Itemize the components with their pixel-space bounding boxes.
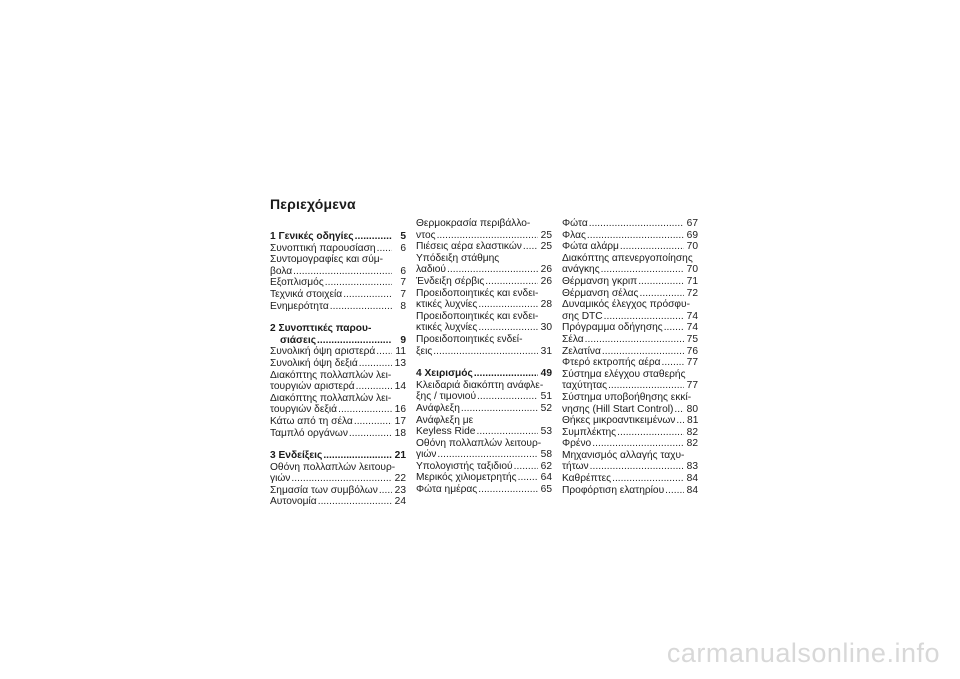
toc-entry-title: γιών (270, 473, 291, 485)
dot-leader (477, 391, 538, 403)
toc-entry[interactable] (270, 289, 406, 301)
dot-leader (325, 277, 392, 289)
toc-page-number: 30 (540, 322, 552, 334)
dot-leader (604, 311, 684, 323)
toc-page-number: 49 (540, 368, 552, 380)
toc-entry-title: Προειδοποιητικές ενδεί- (416, 333, 523, 345)
toc-page-number: 23 (394, 484, 406, 496)
toc-page-number: 74 (686, 310, 698, 322)
toc-page-number: 74 (686, 322, 698, 334)
toc-entry[interactable] (416, 380, 552, 403)
dot-leader (379, 485, 392, 497)
toc-entry-title: ξεις (416, 345, 433, 357)
toc-page-number: 7 (400, 277, 406, 289)
toc-page-number: 6 (400, 242, 406, 254)
toc-entry[interactable] (562, 230, 698, 242)
dot-leader (474, 368, 538, 380)
toc-entry-title: Ανάφλεξη (416, 402, 460, 414)
toc-entry[interactable] (416, 461, 552, 473)
toc-entry-title: Keyless Ride (416, 426, 476, 438)
toc-entry-title: Συντομογραφίες και σύμ- (270, 254, 384, 266)
toc-entry[interactable] (562, 485, 698, 497)
toc-entry[interactable] (562, 253, 698, 276)
toc-entry-title: τουργιών αριστερά (270, 381, 355, 393)
toc-entry-title: Ένδειξη σέρβις (416, 275, 485, 287)
toc-page-number: 11 (395, 346, 406, 358)
toc-entry-title: Μερικός χιλιομετρητής (416, 472, 517, 484)
toc-entry-title: Κλειδαριά διακόπτη ανάφλε- (416, 379, 544, 391)
toc-entry-title: Καθρέπτες (562, 473, 612, 485)
dot-leader (355, 231, 392, 243)
toc-page-number: 80 (686, 403, 698, 415)
dot-leader (592, 438, 684, 450)
toc-entry[interactable] (270, 346, 406, 358)
toc-page-number: 81 (687, 415, 699, 427)
toc-entry-title: Φρένο (562, 438, 592, 450)
toc-entry-title: Συνολική όψη δεξιά (270, 357, 358, 369)
toc-entry-title: Συνοπτική παρουσίαση (270, 242, 376, 254)
toc-entry[interactable] (562, 369, 698, 392)
dot-leader (676, 415, 684, 427)
toc-page-number: 14 (394, 381, 406, 393)
toc-entry[interactable] (562, 392, 698, 415)
toc-entry-title: Υπόδειξη στάθμης (416, 252, 500, 264)
dot-leader (433, 346, 538, 358)
toc-column-3 (562, 218, 698, 496)
toc-page-number: 67 (686, 218, 698, 229)
dot-leader (639, 288, 684, 300)
toc-entry-title: Πιέσεις αέρα ελαστικών (416, 241, 522, 253)
toc-entry-title: Διακόπτης πολλαπλών λει- (270, 369, 392, 381)
toc-chapter-heading[interactable] (270, 231, 406, 243)
dot-leader (330, 301, 392, 313)
dot-leader (343, 289, 392, 301)
dot-leader (291, 473, 392, 485)
toc-entry[interactable] (562, 415, 698, 427)
toc-entry-title: βολα (270, 265, 293, 277)
toc-page-number: 82 (686, 438, 698, 450)
toc-page-number: 64 (540, 472, 552, 484)
toc-entry-title: Μηχανισμός αλλαγής ταχυ- (562, 449, 685, 461)
toc-entry-title: Αυτονομία (270, 496, 317, 508)
toc-entry[interactable] (416, 472, 552, 484)
toc-entry[interactable] (562, 334, 698, 346)
toc-entry[interactable] (562, 276, 698, 288)
toc-entry-title: Πρόγραμμα οδήγησης (562, 322, 663, 334)
dot-leader (447, 264, 538, 276)
dot-leader (377, 243, 392, 255)
toc-entry-title: Φλας (562, 229, 586, 241)
dot-leader (437, 230, 538, 242)
dot-leader (485, 276, 538, 288)
toc-entry-title: Θέρμανση σέλας (562, 287, 639, 299)
toc-page-number: 31 (540, 345, 552, 357)
toc-entry-title: γιών (416, 449, 437, 461)
toc-entry[interactable] (416, 241, 552, 253)
toc-page-number: 26 (540, 275, 552, 287)
toc-entry[interactable] (270, 416, 406, 428)
toc-page-number: 62 (540, 460, 552, 472)
toc-entry[interactable] (270, 393, 406, 416)
dot-leader (585, 334, 684, 346)
dot-leader (608, 380, 684, 392)
toc-page-number: 84 (686, 484, 698, 496)
toc-entry-title: ντος (416, 229, 436, 241)
toc-page-number: 9 (400, 334, 406, 346)
dot-leader (620, 241, 684, 253)
toc-entry-title: Φώτα (562, 218, 588, 229)
toc-page-number: 25 (540, 241, 552, 253)
dot-leader (587, 230, 684, 242)
dot-leader (476, 426, 538, 438)
toc-page-number: 22 (394, 473, 406, 485)
toc-entry[interactable] (416, 484, 552, 496)
toc-entry-title: 2 Συνοπτικές παρου- (270, 323, 372, 335)
toc-entry[interactable] (270, 277, 406, 289)
dot-leader (664, 322, 684, 334)
toc-entry-title: σιάσεις (280, 334, 316, 346)
dot-leader (338, 404, 392, 416)
toc-entry[interactable] (270, 243, 406, 255)
toc-entry[interactable] (416, 403, 552, 415)
toc-entry-title: Προειδοποιητικές και ενδει- (416, 310, 539, 322)
toc-entry[interactable] (416, 288, 552, 311)
toc-entry[interactable] (562, 450, 698, 473)
toc-page-number: 70 (686, 241, 698, 253)
toc-page-number: 77 (686, 357, 698, 369)
toc-entry[interactable] (416, 334, 552, 357)
toc-entry[interactable] (270, 496, 406, 508)
toc-entry-title: Σύστημα υποβοήθησης εκκί- (562, 391, 692, 403)
toc-entry[interactable] (270, 254, 406, 277)
toc-entry-title: Ταμπλό οργάνων (270, 427, 348, 439)
toc-entry[interactable] (270, 370, 406, 393)
dot-leader (349, 428, 392, 440)
toc-entry-title: Σύστημα ελέγχου σταθερής (562, 368, 686, 380)
toc-page-number: 65 (540, 484, 552, 496)
dot-leader (478, 484, 538, 496)
toc-chapter-heading[interactable] (270, 323, 406, 346)
toc-entry-title: κτικές λυχνίες (416, 299, 478, 311)
toc-entry-title: Ενημερότητα (270, 300, 329, 312)
toc-entry-title: Δυναμικός έλεγχος πρόσφυ- (562, 299, 690, 311)
toc-entry-title: ανάγκης (562, 264, 600, 276)
toc-chapter-heading[interactable] (416, 368, 552, 380)
toc-column-1 (270, 218, 406, 508)
dot-leader (293, 266, 392, 278)
dot-leader (674, 404, 684, 416)
toc-entry-title: Θέρμανση γκριπ (562, 275, 638, 287)
toc-page-number: 28 (540, 299, 552, 311)
dot-leader (602, 346, 684, 358)
toc-entry-title: Συνολική όψη αριστερά (270, 346, 376, 358)
page-title: Περιεχόμενα (270, 196, 356, 212)
toc-entry[interactable] (562, 357, 698, 369)
toc-entry-title: Ανάφλεξη με (416, 414, 474, 426)
toc-page-number: 70 (686, 264, 698, 276)
toc-column-2 (416, 218, 552, 496)
toc-entry[interactable] (562, 322, 698, 334)
dot-leader (478, 299, 538, 311)
toc-chapter-heading[interactable] (270, 450, 406, 462)
toc-entry[interactable] (562, 299, 698, 322)
toc-page-number: 17 (394, 415, 406, 427)
toc-page-number: 13 (394, 357, 406, 369)
toc-entry-title: Προειδοποιητικές και ενδει- (416, 287, 539, 299)
toc-entry[interactable] (416, 438, 552, 461)
toc-entry-title: 1 Γενικές οδηγίες (270, 231, 354, 242)
toc-entry-title: κτικές λυχνίες (416, 322, 478, 334)
toc-page-number: 51 (540, 391, 552, 403)
dot-leader (601, 264, 684, 276)
toc-entry-title: 3 Ενδείξεις (270, 450, 323, 462)
toc-entry-title: Τεχνικά στοιχεία (270, 288, 343, 300)
toc-page-number: 8 (400, 300, 406, 312)
dot-leader (590, 461, 684, 473)
toc-entry[interactable] (562, 438, 698, 450)
toc-page-number: 71 (686, 275, 698, 287)
toc-entry[interactable] (416, 415, 552, 438)
dot-leader (318, 496, 392, 508)
dot-leader (665, 485, 684, 497)
toc-entry[interactable] (270, 358, 406, 370)
toc-page-number: 58 (540, 449, 552, 461)
toc-entry-title: ξης / τιμονιού (416, 391, 477, 403)
toc-page-number: 77 (686, 380, 698, 392)
toc-page-number: 69 (686, 229, 698, 241)
toc-page-number: 18 (394, 427, 406, 439)
dot-leader (354, 416, 392, 428)
toc-entry-title: Φτερό εκτροπής αέρα (562, 357, 661, 369)
toc-page-number: 72 (686, 287, 698, 299)
toc-entry-title: τουργιών δεξιά (270, 404, 338, 416)
toc-entry[interactable] (416, 218, 552, 241)
toc-entry-title: λαδιού (416, 264, 447, 276)
dot-leader (478, 322, 538, 334)
dot-leader (612, 473, 684, 485)
dot-leader (317, 335, 392, 347)
toc-entry-title: Κάτω από τη σέλα (270, 415, 353, 427)
toc-entry[interactable] (270, 485, 406, 497)
toc-entry[interactable] (270, 301, 406, 313)
toc-page-number: 5 (400, 231, 406, 242)
toc-page-number: 82 (686, 426, 698, 438)
toc-page-number: 25 (540, 229, 552, 241)
toc-page-number: 84 (686, 473, 698, 485)
toc-page-number: 24 (394, 496, 406, 508)
dot-leader (589, 218, 684, 230)
toc-page-number: 21 (394, 450, 406, 462)
dot-leader (662, 357, 684, 369)
dot-leader (638, 276, 684, 288)
toc-page-number: 83 (686, 461, 698, 473)
toc-entry[interactable] (562, 288, 698, 300)
toc-entry-title: ταχύτητας (562, 380, 608, 392)
toc-entry[interactable] (562, 346, 698, 358)
toc-page-number: 53 (540, 426, 552, 438)
toc-entry-title: σης DTC (562, 310, 603, 322)
toc-entry-title: 4 Χειρισμός (416, 368, 473, 380)
toc-entry-title: Σέλα (562, 333, 584, 345)
toc-entry-title: Εξοπλισμός (270, 277, 324, 289)
toc-entry-title: Σημασία των συμβόλων (270, 484, 378, 496)
toc-entry-title: τήτων (562, 461, 589, 473)
toc-entry[interactable] (562, 241, 698, 253)
toc-page-number: 6 (400, 265, 406, 277)
toc-entry[interactable] (562, 218, 698, 230)
toc-entry[interactable] (562, 473, 698, 485)
toc-entry-title: Ζελατίνα (562, 345, 601, 357)
watermark: carmanualsonline.info (666, 638, 940, 668)
toc-entry-title: Θερμοκρασία περιβάλλο- (416, 218, 531, 229)
toc-entry-title: νησης (Hill Start Control) (562, 403, 674, 415)
dot-leader (514, 461, 538, 473)
dot-leader (356, 381, 392, 393)
toc-entry-title: Συμπλέκτης (562, 426, 617, 438)
toc-page-number: 75 (686, 333, 698, 345)
toc-page-number: 7 (400, 288, 406, 300)
toc-entry[interactable] (416, 253, 552, 276)
dot-leader (359, 358, 392, 370)
toc-page-number: 16 (394, 404, 406, 416)
toc-entry-title: Προφόρτιση ελατηρίου (562, 484, 665, 496)
toc-entry[interactable] (416, 311, 552, 334)
toc-entry-title: Διακόπτης πολλαπλών λει- (270, 392, 392, 404)
toc-entry-title: Διακόπτης απενεργοποίησης (562, 252, 693, 264)
dot-leader (461, 403, 538, 415)
toc-entry[interactable] (562, 427, 698, 439)
toc-entry[interactable] (270, 428, 406, 440)
toc-page-number: 76 (686, 345, 698, 357)
toc-entry-title: Φώτα αλάρμ (562, 241, 619, 253)
toc-entry-title: Οθόνη πολλαπλών λειτουρ- (416, 437, 542, 449)
toc-entry-title: Φώτα ημέρας (416, 484, 478, 496)
toc-entry[interactable] (270, 462, 406, 485)
toc-entry-title: Υπολογιστής ταξιδιού (416, 460, 513, 472)
toc-page-number: 52 (540, 402, 552, 414)
dot-leader (323, 450, 392, 462)
dot-leader (523, 241, 538, 253)
dot-leader (617, 427, 684, 439)
dot-leader (437, 449, 538, 461)
toc-page-number: 26 (540, 264, 552, 276)
dot-leader (376, 346, 392, 358)
toc-entry-title: Οθόνη πολλαπλών λειτουρ- (270, 461, 396, 473)
toc-entry-title: Θήκες μικροαντικειμένων (562, 415, 676, 427)
dot-leader (518, 472, 538, 484)
toc-entry[interactable] (416, 276, 552, 288)
